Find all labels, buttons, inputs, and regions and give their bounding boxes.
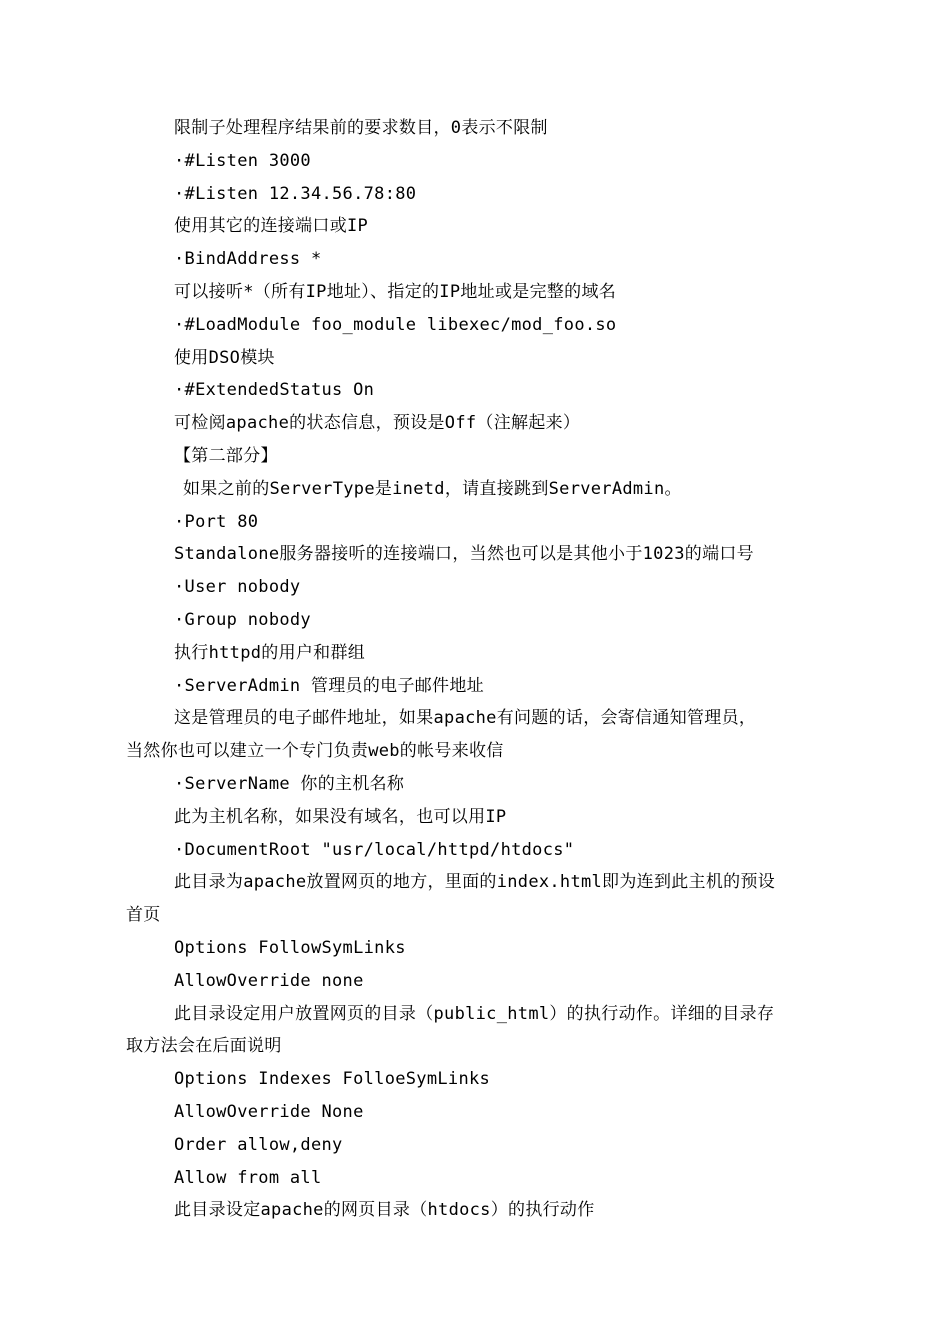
text-line: ·#ExtendedStatus On (174, 380, 375, 401)
text-line: ·DocumentRoot "usr/local/httpd/htdocs" (174, 839, 575, 860)
text-line: AllowOverride None (174, 1101, 364, 1122)
text-line: ·BindAddress * (174, 249, 322, 270)
text-line: 此目录设定用户放置网页的目录（public_html）的执行动作。详细的目录存 (174, 1003, 775, 1024)
text-line: 此为主机名称，如果没有域名，也可以用IP (174, 806, 507, 827)
text-line: 执行httpd的用户和群组 (174, 642, 366, 663)
text-line: Order allow,deny (174, 1134, 343, 1155)
text-line: AllowOverride none (174, 970, 364, 991)
text-line: ·User nobody (174, 577, 301, 598)
text-line: 这是管理员的电子邮件地址，如果apache有问题的话，会寄信通知管理员， (174, 708, 757, 729)
text-line: 【第二部分】 (174, 445, 278, 466)
text-line: ·#LoadModule foo_module libexec/mod_foo.so (174, 314, 617, 335)
text-line: Options Indexes FolloeSymLinks (174, 1069, 491, 1090)
text-line: 限制子处理程序结果前的要求数目，0表示不限制 (174, 118, 548, 138)
text-line: ·Port 80 (174, 511, 259, 532)
text-line: 此目录设定apache的网页目录（htdocs）的执行动作 (174, 1200, 595, 1221)
text-line: Allow from all (174, 1167, 322, 1188)
text-line: 可检阅apache的状态信息，预设是Off（注解起来） (174, 413, 581, 434)
text-line: 使用DSO模块 (174, 347, 275, 368)
text-line: ·Group nobody (174, 609, 311, 630)
text-line: 当然你也可以建立一个专门负责web的帐号来收信 (126, 741, 504, 762)
text-line: ·ServerAdmin 管理员的电子邮件地址 (174, 675, 484, 696)
text-line: Standalone服务器接听的连接端口，当然也可以是其他小于1023的端口号 (174, 544, 754, 565)
text-line: 可以接听*（所有IP地址）、指定的IP地址或是完整的域名 (174, 281, 617, 302)
text-line: 取方法会在后面说明 (126, 1036, 282, 1057)
text-line: ·#Listen 3000 (174, 150, 311, 171)
text-line: 首页 (126, 905, 161, 926)
text-line: ·#Listen 12.34.56.78:80 (174, 183, 417, 204)
text-line: 如果之前的ServerType是inetd，请直接跳到ServerAdmin。 (183, 478, 682, 499)
text-line: Options FollowSymLinks (174, 937, 406, 958)
text-line: 此目录为apache放置网页的地方，里面的index.html即为连到此主机的预设 (174, 872, 776, 893)
text-line: ·ServerName 你的主机名称 (174, 773, 405, 794)
text-line: 使用其它的连接端口或IP (174, 216, 369, 237)
document-body (126, 116, 826, 1231)
